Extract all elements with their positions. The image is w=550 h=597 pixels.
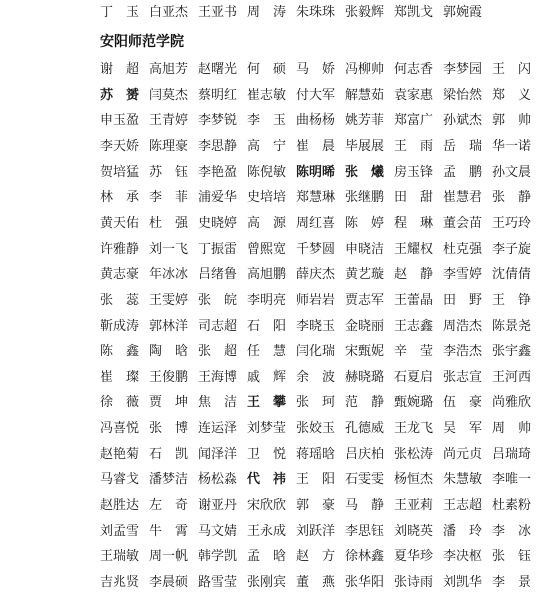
name-cell: 贾志军 [345,292,385,308]
name-cell: 崔 晨 [296,138,336,154]
name-cell: 牛 霄 [149,523,189,539]
names-row [0,162,550,184]
name-cell: 崔志敏 [247,87,287,103]
name-cell: 田 野 [443,292,483,308]
name-cell: 司志超 [198,318,238,334]
name-cell: 李梦园 [443,62,483,77]
name-cell: 王耀权 [394,241,434,257]
name-cell: 张继鹏 [345,190,385,206]
name-cell: 李 菲 [149,190,189,206]
name-cell: 石雯雯 [345,472,385,488]
names-row [0,290,550,312]
name-cell: 刘跃洋 [296,523,336,539]
name-cell: 杜素粉 [492,498,532,514]
top-name-cell: 周 涛 [247,5,287,20]
name-cell: 何志香 [394,62,434,77]
name-cell: 郭 帅 [492,113,532,129]
name-cell: 马文婧 [198,523,238,539]
name-cell: 吕瑞琦 [492,446,532,462]
top-name-cell: 丁 玉 [100,5,140,20]
name-cell: 张 爔 [345,164,385,180]
name-cell: 王雯婷 [149,292,189,308]
name-cell: 卫 悦 [247,446,287,462]
name-cell: 闫莫杰 [149,87,189,103]
name-cell: 石夏启 [394,369,434,385]
name-cell: 代 祎 [247,472,287,488]
name-cell: 张华阳 [345,575,385,590]
name-cell: 王 攀 [247,395,287,411]
name-cell: 孟 鹏 [443,164,483,180]
names-row [0,546,550,568]
name-cell: 崔 璨 [100,369,140,385]
name-cell: 王 阳 [296,472,336,488]
name-cell: 周一帆 [149,549,189,565]
name-cell: 浦爱华 [198,190,238,206]
names-row [0,264,550,286]
name-cell: 张姣玉 [296,421,336,437]
name-cell: 陈 鑫 [100,344,140,360]
names-row [0,572,550,594]
name-cell: 李艳盈 [198,164,238,180]
name-cell: 朱慧敏 [443,472,483,488]
name-cell: 张 超 [198,344,238,360]
name-cell: 李 景 [492,575,532,590]
name-cell: 千梦圆 [296,241,336,257]
name-cell: 陈理豪 [149,138,189,154]
name-cell: 梁怡然 [443,87,483,103]
name-cell: 张 静 [492,190,532,206]
name-cell: 李思静 [198,138,238,154]
name-cell: 尚元贞 [443,446,483,462]
name-cell: 赵 方 [296,549,336,565]
name-cell: 郑 义 [492,87,532,103]
name-cell: 许雅静 [100,241,140,257]
name-cell: 解慧茹 [345,87,385,103]
name-cell: 陈 婷 [345,215,385,231]
name-cell: 石 凯 [149,446,189,462]
name-cell: 崔慧君 [443,190,483,206]
name-cell: 王河西 [492,369,532,385]
names-row [0,469,550,491]
names-row [0,110,550,132]
name-cell: 王永成 [247,523,287,539]
name-cell: 李梦锐 [198,113,238,129]
name-cell: 李天娇 [100,138,140,154]
names-row [0,187,550,209]
names-row [0,59,550,81]
name-cell: 杜克强 [443,241,483,257]
name-cell: 刘晓英 [394,523,434,539]
top-name-cell: 张毅辉 [345,5,385,20]
name-cell: 吴 军 [443,421,483,437]
names-row [0,136,550,158]
names-row [0,341,550,363]
section-title: 安阳师范学院 [100,34,184,50]
name-cell: 王 雨 [394,138,434,154]
name-cell: 刘一飞 [149,241,189,257]
name-cell: 张诗雨 [394,575,434,590]
name-cell: 谢亚丹 [198,498,238,514]
name-cell: 高 源 [247,215,287,231]
name-cell: 贾 坤 [149,395,189,411]
name-cell: 李雪婷 [443,267,483,283]
name-cell: 谢 超 [100,62,140,77]
name-cell: 李 冰 [492,523,532,539]
name-cell: 冯柳帅 [345,62,385,77]
name-cell: 王志超 [443,498,483,514]
name-cell: 蒋瑶晗 [296,446,336,462]
name-cell: 张 珂 [296,395,336,411]
name-cell: 宋甄妮 [345,344,385,360]
name-cell: 史培培 [247,190,287,206]
name-cell: 毕展展 [345,138,385,154]
name-cell: 夏华珍 [394,549,434,565]
name-cell: 薛庆杰 [296,267,336,283]
name-cell: 焦 洁 [198,395,238,411]
name-cell: 马 静 [345,498,385,514]
name-cell: 张刚宾 [247,575,287,590]
name-cell: 王龙飞 [394,421,434,437]
name-cell: 张松涛 [394,446,434,462]
name-cell: 丁振雷 [198,241,238,257]
names-row [0,213,550,235]
name-cell: 曲杨杨 [296,113,336,129]
name-cell: 马 娇 [296,62,336,77]
name-cell: 贺培猛 [100,164,140,180]
name-cell: 宋欣欣 [247,498,287,514]
name-cell: 赵艳菊 [100,446,140,462]
name-cell: 王 闪 [492,62,532,77]
name-cell: 石 阳 [247,318,287,334]
name-cell: 黄天佑 [100,215,140,231]
name-cell: 王俊鹏 [149,369,189,385]
name-cell: 高旭鹏 [247,267,287,283]
name-cell: 孙斌杰 [443,113,483,129]
name-cell: 孙文晨 [492,164,532,180]
name-cell: 张 钰 [492,549,532,565]
name-cell: 陶 晗 [149,344,189,360]
name-cell: 孔德威 [345,421,385,437]
name-cell: 王瑞敏 [100,549,140,565]
name-cell: 华一诺 [492,138,532,154]
name-cell: 甄婉璐 [394,395,434,411]
name-cell: 苏 钰 [149,164,189,180]
name-cell: 姚芳菲 [345,113,385,129]
names-row [0,316,550,338]
name-cell: 吕庆柏 [345,446,385,462]
name-cell: 徐林鑫 [345,549,385,565]
name-cell: 李晨硕 [149,575,189,590]
name-cell: 林 承 [100,190,140,206]
name-cell: 岳 瑞 [443,138,483,154]
name-cell: 赵胜达 [100,498,140,514]
name-cell: 周红喜 [296,215,336,231]
name-cell: 赵 静 [394,267,434,283]
top-name-cell: 白亚杰 [149,5,189,20]
name-cell: 王亚莉 [394,498,434,514]
name-cell: 潘梦洁 [149,472,189,488]
name-cell: 赫晓璐 [345,369,385,385]
name-cell: 左 奇 [149,498,189,514]
name-cell: 张志宣 [443,369,483,385]
name-cell: 王蕾晶 [394,292,434,308]
names-row [0,239,550,261]
name-cell: 王 铮 [492,292,532,308]
name-cell: 黄艺璇 [345,267,385,283]
name-cell: 余 波 [296,369,336,385]
name-cell: 董会苗 [443,215,483,231]
name-cell: 袁家惠 [394,87,434,103]
name-cell: 辛 莹 [394,344,434,360]
name-cell: 郭 豪 [296,498,336,514]
name-cell: 刘梦莹 [247,421,287,437]
name-cell: 程 琳 [394,215,434,231]
name-cell: 郑富广 [394,113,434,129]
name-cell: 张 皖 [198,292,238,308]
name-cell: 杨恒杰 [394,472,434,488]
name-cell: 申晓洁 [345,241,385,257]
names-row [0,444,550,466]
name-cell: 刘孟雪 [100,523,140,539]
name-cell: 王海博 [198,369,238,385]
names-row [0,367,550,389]
top-name-cell: 朱珠珠 [296,5,336,20]
name-cell: 戚 辉 [247,369,287,385]
top-names-row [0,2,550,24]
name-cell: 沈倩倩 [492,267,532,283]
name-cell: 陈景尧 [492,318,532,334]
name-cell: 房玉锋 [394,164,434,180]
name-cell: 王青婷 [149,113,189,129]
name-cell: 郭林洋 [149,318,189,334]
name-cell: 张 蕊 [100,292,140,308]
name-cell: 苏 赟 [100,87,140,103]
name-cell: 董 燕 [296,575,336,590]
name-cell: 李浩杰 [443,344,483,360]
name-cell: 范 静 [345,395,385,411]
name-cell: 金晓丽 [345,318,385,334]
name-cell: 路雪莹 [198,575,238,590]
top-name-cell: 王亚书 [198,5,238,20]
name-cell: 靳成涛 [100,318,140,334]
name-cell: 李唯一 [492,472,532,488]
name-cell: 陈倪敏 [247,164,287,180]
top-name-cell: 郑凯戈 [394,5,434,20]
name-cell: 郑慧琳 [296,190,336,206]
name-cell: 蔡明红 [198,87,238,103]
top-name-cell: 郭婉霞 [443,5,483,20]
names-row [0,495,550,517]
name-cell: 连运泽 [198,421,238,437]
names-row [0,521,550,543]
name-cell: 任 慧 [247,344,287,360]
name-cell: 闫化瑞 [296,344,336,360]
name-cell: 李子旋 [492,241,532,257]
name-cell: 年冰冰 [149,267,189,283]
name-cell: 闻泽洋 [198,446,238,462]
names-row [0,85,550,107]
name-cell: 李晓玉 [296,318,336,334]
name-cell: 黄志豪 [100,267,140,283]
name-cell: 杨松淼 [198,472,238,488]
name-cell: 王巧玲 [492,215,532,231]
name-cell: 潘 玲 [443,523,483,539]
name-cell: 高旭芳 [149,62,189,77]
name-cell: 高 宁 [247,138,287,154]
name-cell: 李思钰 [345,523,385,539]
name-cell: 刘凯华 [443,575,483,590]
name-cell: 马睿戈 [100,472,140,488]
name-cell: 吉兆贤 [100,575,140,590]
names-row [0,392,550,414]
name-cell: 徐 薇 [100,395,140,411]
name-cell: 韩学凯 [198,549,238,565]
name-cell: 杜 强 [149,215,189,231]
names-row [0,418,550,440]
name-cell: 周浩杰 [443,318,483,334]
name-cell: 孟 晗 [247,549,287,565]
name-cell: 李 玉 [247,113,287,129]
name-cell: 赵曙光 [198,62,238,77]
name-cell: 师岩岩 [296,292,336,308]
name-cell: 何 硕 [247,62,287,77]
name-cell: 周 帅 [492,421,532,437]
name-cell: 伍 豪 [443,395,483,411]
name-cell: 田 甜 [394,190,434,206]
name-cell: 史晓婷 [198,215,238,231]
name-cell: 尚雅欣 [492,395,532,411]
name-cell: 付大军 [296,87,336,103]
name-cell: 李决枢 [443,549,483,565]
name-cell: 张 博 [149,421,189,437]
name-cell: 张宇鑫 [492,344,532,360]
name-cell: 李明亮 [247,292,287,308]
name-cell: 陈明晞 [296,164,336,180]
name-cell: 申玉盈 [100,113,140,129]
name-cell: 冯喜悦 [100,421,140,437]
name-cell: 王志鑫 [394,318,434,334]
name-cell: 曾熙宽 [247,241,287,257]
name-cell: 吕绪鲁 [198,267,238,283]
